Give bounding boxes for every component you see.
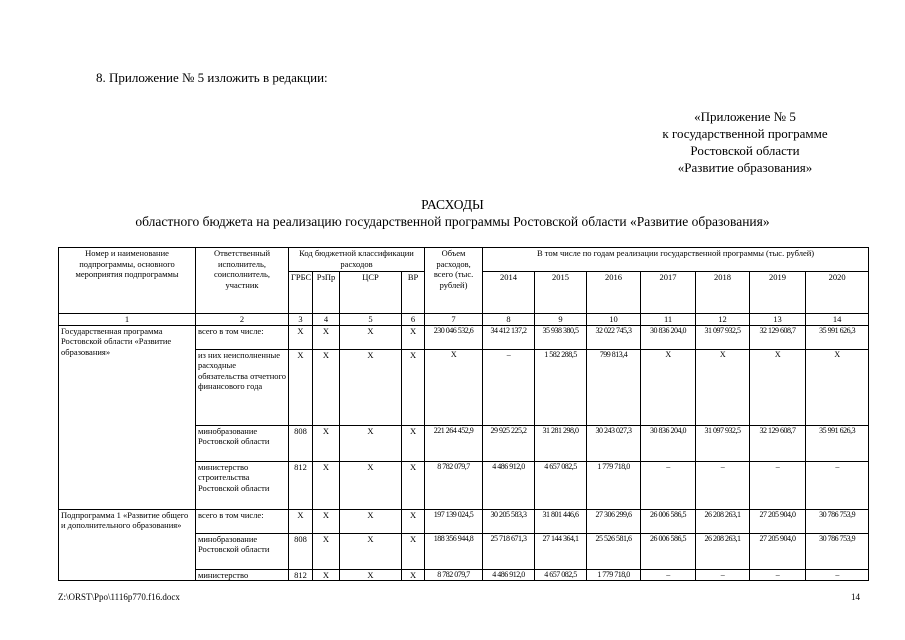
year-cell: 4 657 082,5 [535, 569, 587, 581]
year-cell: 4 486 912,0 [483, 461, 535, 509]
header-year: 2019 [750, 272, 806, 314]
rzpr-cell: Х [313, 569, 340, 581]
executor: министерство строительства Ростовской области [196, 461, 289, 509]
column-number: 9 [535, 314, 587, 326]
column-number-row [59, 314, 869, 326]
total-cell: 230 046 532,6 [425, 325, 483, 349]
year-cell: 32 129 608,7 [750, 325, 806, 349]
year-cell: 30 205 583,3 [483, 509, 535, 533]
rzpr-cell: Х [313, 349, 340, 425]
column-number: 3 [289, 314, 313, 326]
rzpr-cell: Х [313, 425, 340, 461]
csr-cell: Х [340, 425, 402, 461]
column-number: 5 [340, 314, 402, 326]
column-number: 2 [196, 314, 289, 326]
document-title [0, 196, 905, 230]
grbs-cell: 812 [289, 569, 313, 581]
header-year: 2017 [641, 272, 696, 314]
vr-cell: Х [402, 461, 425, 509]
header-program: Номер и наименование подпрограммы, основного мероприятия подпрограммы [59, 248, 196, 314]
total-cell: 8 782 079,7 [425, 569, 483, 581]
vr-cell: Х [402, 349, 425, 425]
column-number: 7 [425, 314, 483, 326]
year-cell: 26 006 586,5 [641, 509, 696, 533]
header-volume: Объем расходов, всего (тыс. рублей) [425, 248, 483, 314]
grbs-cell: Х [289, 325, 313, 349]
year-cell: 34 412 137,2 [483, 325, 535, 349]
column-number: 11 [641, 314, 696, 326]
year-cell: 25 718 671,3 [483, 533, 535, 569]
rzpr-cell: Х [313, 325, 340, 349]
year-cell: 31 281 298,0 [535, 425, 587, 461]
expenses-table [58, 247, 869, 581]
appendix-line: «Приложение № 5 [694, 109, 796, 124]
year-cell: 4 486 912,0 [483, 569, 535, 581]
year-cell: 26 208 263,1 [696, 509, 750, 533]
rzpr-cell: Х [313, 461, 340, 509]
year-cell: – [641, 569, 696, 581]
year-cell: 29 925 225,2 [483, 425, 535, 461]
year-cell: 1 582 288,5 [535, 349, 587, 425]
column-number: 1 [59, 314, 196, 326]
header-rzpr: РзПр [313, 272, 340, 314]
title-sub: областного бюджета на реализацию государственной программы Ростовской области «Развитие образования» [135, 214, 770, 229]
csr-cell: Х [340, 325, 402, 349]
rzpr-cell: Х [313, 533, 340, 569]
executor: из них неисполненные расходные обязательства отчетного финансового года [196, 349, 289, 425]
column-number: 8 [483, 314, 535, 326]
total-cell: 197 139 024,5 [425, 509, 483, 533]
year-cell: – [806, 461, 869, 509]
header-year: 2014 [483, 272, 535, 314]
executor: всего в том числе: [196, 509, 289, 533]
year-cell: 31 801 446,6 [535, 509, 587, 533]
vr-cell: Х [402, 569, 425, 581]
vr-cell: Х [402, 325, 425, 349]
header-year: 2016 [587, 272, 641, 314]
year-cell: 35 991 626,3 [806, 425, 869, 461]
year-cell: – [806, 569, 869, 581]
year-cell: 26 208 263,1 [696, 533, 750, 569]
total-cell: 188 356 944,8 [425, 533, 483, 569]
year-cell: – [641, 461, 696, 509]
executor: минобразование Ростовской области [196, 533, 289, 569]
header-year: 2020 [806, 272, 869, 314]
year-cell: 799 813,4 [587, 349, 641, 425]
total-cell: 8 782 079,7 [425, 461, 483, 509]
header-vr: ВР [402, 272, 425, 314]
header-code-group: Код бюджетной классификации расходов [289, 248, 425, 272]
appendix-line: «Развитие образования» [677, 160, 813, 175]
column-number: 14 [806, 314, 869, 326]
total-cell: 221 264 452,9 [425, 425, 483, 461]
csr-cell: Х [340, 569, 402, 581]
year-cell: 30 786 753,9 [806, 509, 869, 533]
appendix-line: Ростовской области [690, 143, 800, 158]
vr-cell: Х [402, 509, 425, 533]
header-year: 2018 [696, 272, 750, 314]
year-cell: Х [641, 349, 696, 425]
csr-cell: Х [340, 509, 402, 533]
year-cell: 30 786 753,9 [806, 533, 869, 569]
vr-cell: Х [402, 533, 425, 569]
year-cell: – [483, 349, 535, 425]
appendix-line: к государственной программе [662, 126, 828, 141]
grbs-cell: 808 [289, 533, 313, 569]
year-cell: 1 779 718,0 [587, 569, 641, 581]
csr-cell: Х [340, 349, 402, 425]
rzpr-cell: Х [313, 509, 340, 533]
executor: минобразование Ростовской области [196, 425, 289, 461]
year-cell: 27 205 904,0 [750, 533, 806, 569]
table-row [59, 509, 869, 533]
appendix-heading [640, 108, 850, 176]
csr-cell: Х [340, 533, 402, 569]
grbs-cell: 808 [289, 425, 313, 461]
year-cell: 31 097 932,5 [696, 325, 750, 349]
year-cell: – [750, 461, 806, 509]
column-number: 6 [402, 314, 425, 326]
year-cell: 35 938 380,5 [535, 325, 587, 349]
table-row [59, 325, 869, 349]
year-cell: 32 129 608,7 [750, 425, 806, 461]
year-cell: 4 657 082,5 [535, 461, 587, 509]
vr-cell: Х [402, 425, 425, 461]
header-grbs: ГРБС [289, 272, 313, 314]
program-name: Государственная программа Ростовской области «Развитие образования» [59, 325, 196, 509]
header-year: 2015 [535, 272, 587, 314]
year-cell: – [750, 569, 806, 581]
grbs-cell: Х [289, 349, 313, 425]
year-cell: 30 836 204,0 [641, 425, 696, 461]
year-cell: 27 144 364,1 [535, 533, 587, 569]
header-csr: ЦСР [340, 272, 402, 314]
column-number: 12 [696, 314, 750, 326]
title-main: РАСХОДЫ [421, 197, 484, 212]
column-number: 4 [313, 314, 340, 326]
year-cell: Х [696, 349, 750, 425]
year-cell: 31 097 932,5 [696, 425, 750, 461]
year-cell: 35 991 626,3 [806, 325, 869, 349]
year-cell: Х [806, 349, 869, 425]
year-cell: 30 243 027,3 [587, 425, 641, 461]
grbs-cell: 812 [289, 461, 313, 509]
column-number: 13 [750, 314, 806, 326]
year-cell: 30 836 204,0 [641, 325, 696, 349]
page-number: 14 [851, 592, 860, 602]
amendment-intro: 8. Приложение № 5 изложить в редакции: [96, 70, 328, 85]
year-cell: 27 205 904,0 [750, 509, 806, 533]
year-cell: 32 022 745,3 [587, 325, 641, 349]
executor: министерство [196, 569, 289, 581]
column-number: 10 [587, 314, 641, 326]
grbs-cell: Х [289, 509, 313, 533]
file-path: Z:\ORST\Ppo\1116p770.f16.docx [58, 592, 180, 602]
header-row [59, 248, 869, 272]
executor: всего в том числе: [196, 325, 289, 349]
year-cell: 25 526 581,6 [587, 533, 641, 569]
program-name: Подпрограмма 1 «Развитие общего и дополнительного образования» [59, 509, 196, 581]
header-years-group: В том числе по годам реализации государственной программы (тыс. рублей) [483, 248, 869, 272]
total-cell: Х [425, 349, 483, 425]
year-cell: – [696, 461, 750, 509]
year-cell: – [696, 569, 750, 581]
year-cell: 26 006 586,5 [641, 533, 696, 569]
header-executor: Ответственный исполнитель, соисполнитель, участник [196, 248, 289, 314]
csr-cell: Х [340, 461, 402, 509]
year-cell: 1 779 718,0 [587, 461, 641, 509]
year-cell: 27 306 299,6 [587, 509, 641, 533]
year-cell: Х [750, 349, 806, 425]
